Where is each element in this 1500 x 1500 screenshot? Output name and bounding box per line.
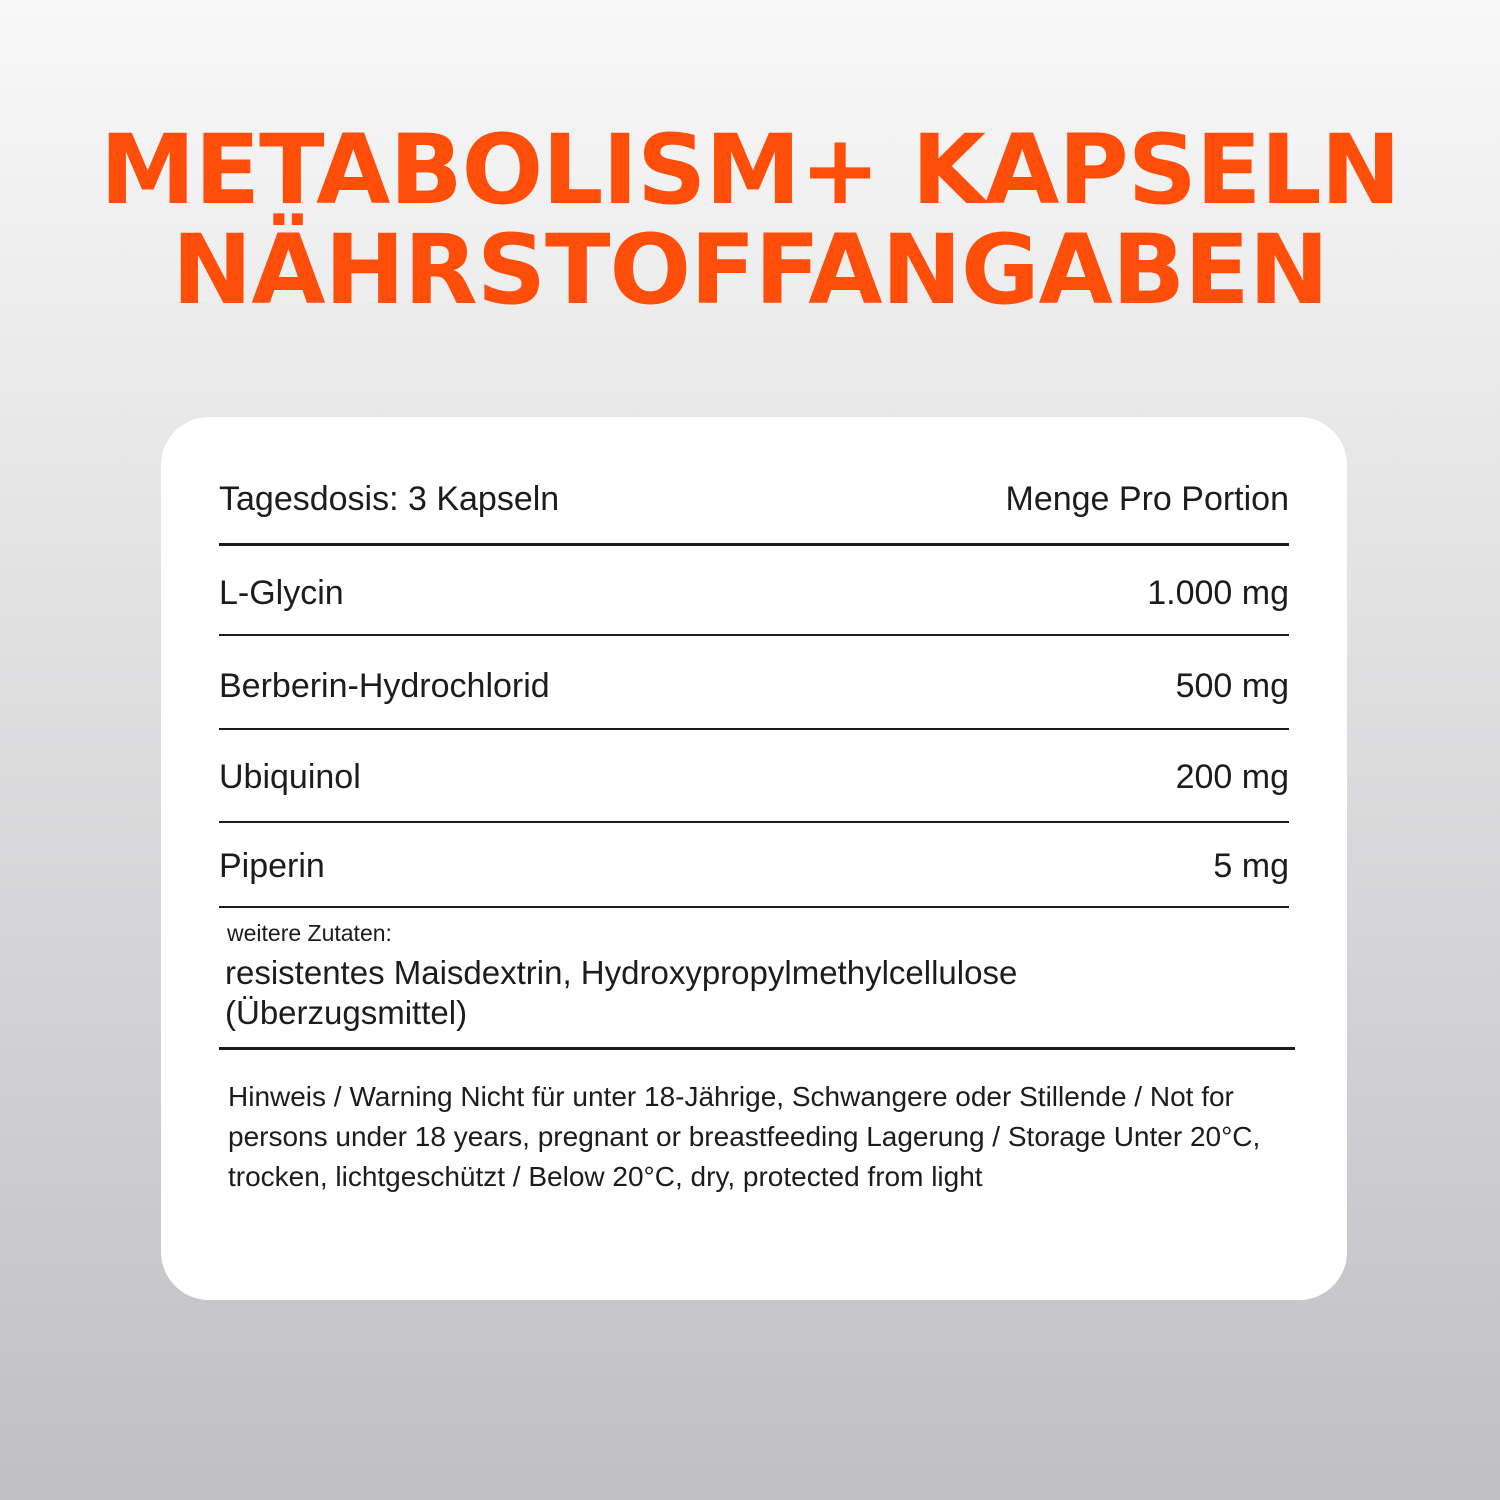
row-divider <box>219 821 1289 823</box>
ingredient-amount: 1.000 mg <box>1147 573 1289 612</box>
warning-text: Hinweis / Warning Nicht für unter 18-Jährige, Schwangere oder Stillende / Not for persons under 18 years, pregnant or breastfeeding Lagerung / Storage Unter 20°C, trocken, lichtgeschützt / Below 20°C, dry, protected from light <box>228 1081 1261 1192</box>
ingredient-name: L-Glycin <box>219 573 344 612</box>
ingredient-name: Ubiquinol <box>219 757 361 796</box>
table-row <box>219 755 1289 799</box>
product-headline <box>0 114 1500 326</box>
headline-line-1: METABOLISM+ KAPSELN <box>100 114 1400 226</box>
row-divider <box>219 728 1289 730</box>
row-divider <box>219 634 1289 636</box>
daily-dose-label: Tagesdosis: 3 Kapseln <box>219 479 560 518</box>
table-row <box>219 664 1289 708</box>
nutrition-facts-card <box>161 417 1347 1300</box>
ingredient-amount: 5 mg <box>1213 846 1289 885</box>
amount-per-serving-label: Menge Pro Portion <box>1005 479 1289 518</box>
more-ingredients-text: resistentes Maisdextrin, Hydroxypropylmethylcellulose (Überzugsmittel) <box>225 954 1018 1031</box>
ingredients-divider <box>219 1047 1295 1050</box>
headline-line-2: NÄHRSTOFFANGABEN <box>171 214 1329 326</box>
ingredient-amount: 200 mg <box>1175 757 1289 796</box>
ingredient-name: Piperin <box>219 846 325 885</box>
ingredient-amount: 500 mg <box>1175 666 1289 705</box>
row-divider <box>219 906 1289 908</box>
header-divider <box>219 543 1289 546</box>
ingredient-name: Berberin-Hydrochlorid <box>219 666 550 705</box>
table-row <box>219 571 1289 615</box>
table-header-row <box>219 477 1289 521</box>
table-row <box>219 844 1289 888</box>
more-ingredients-label: weitere Zutaten: <box>227 920 392 946</box>
